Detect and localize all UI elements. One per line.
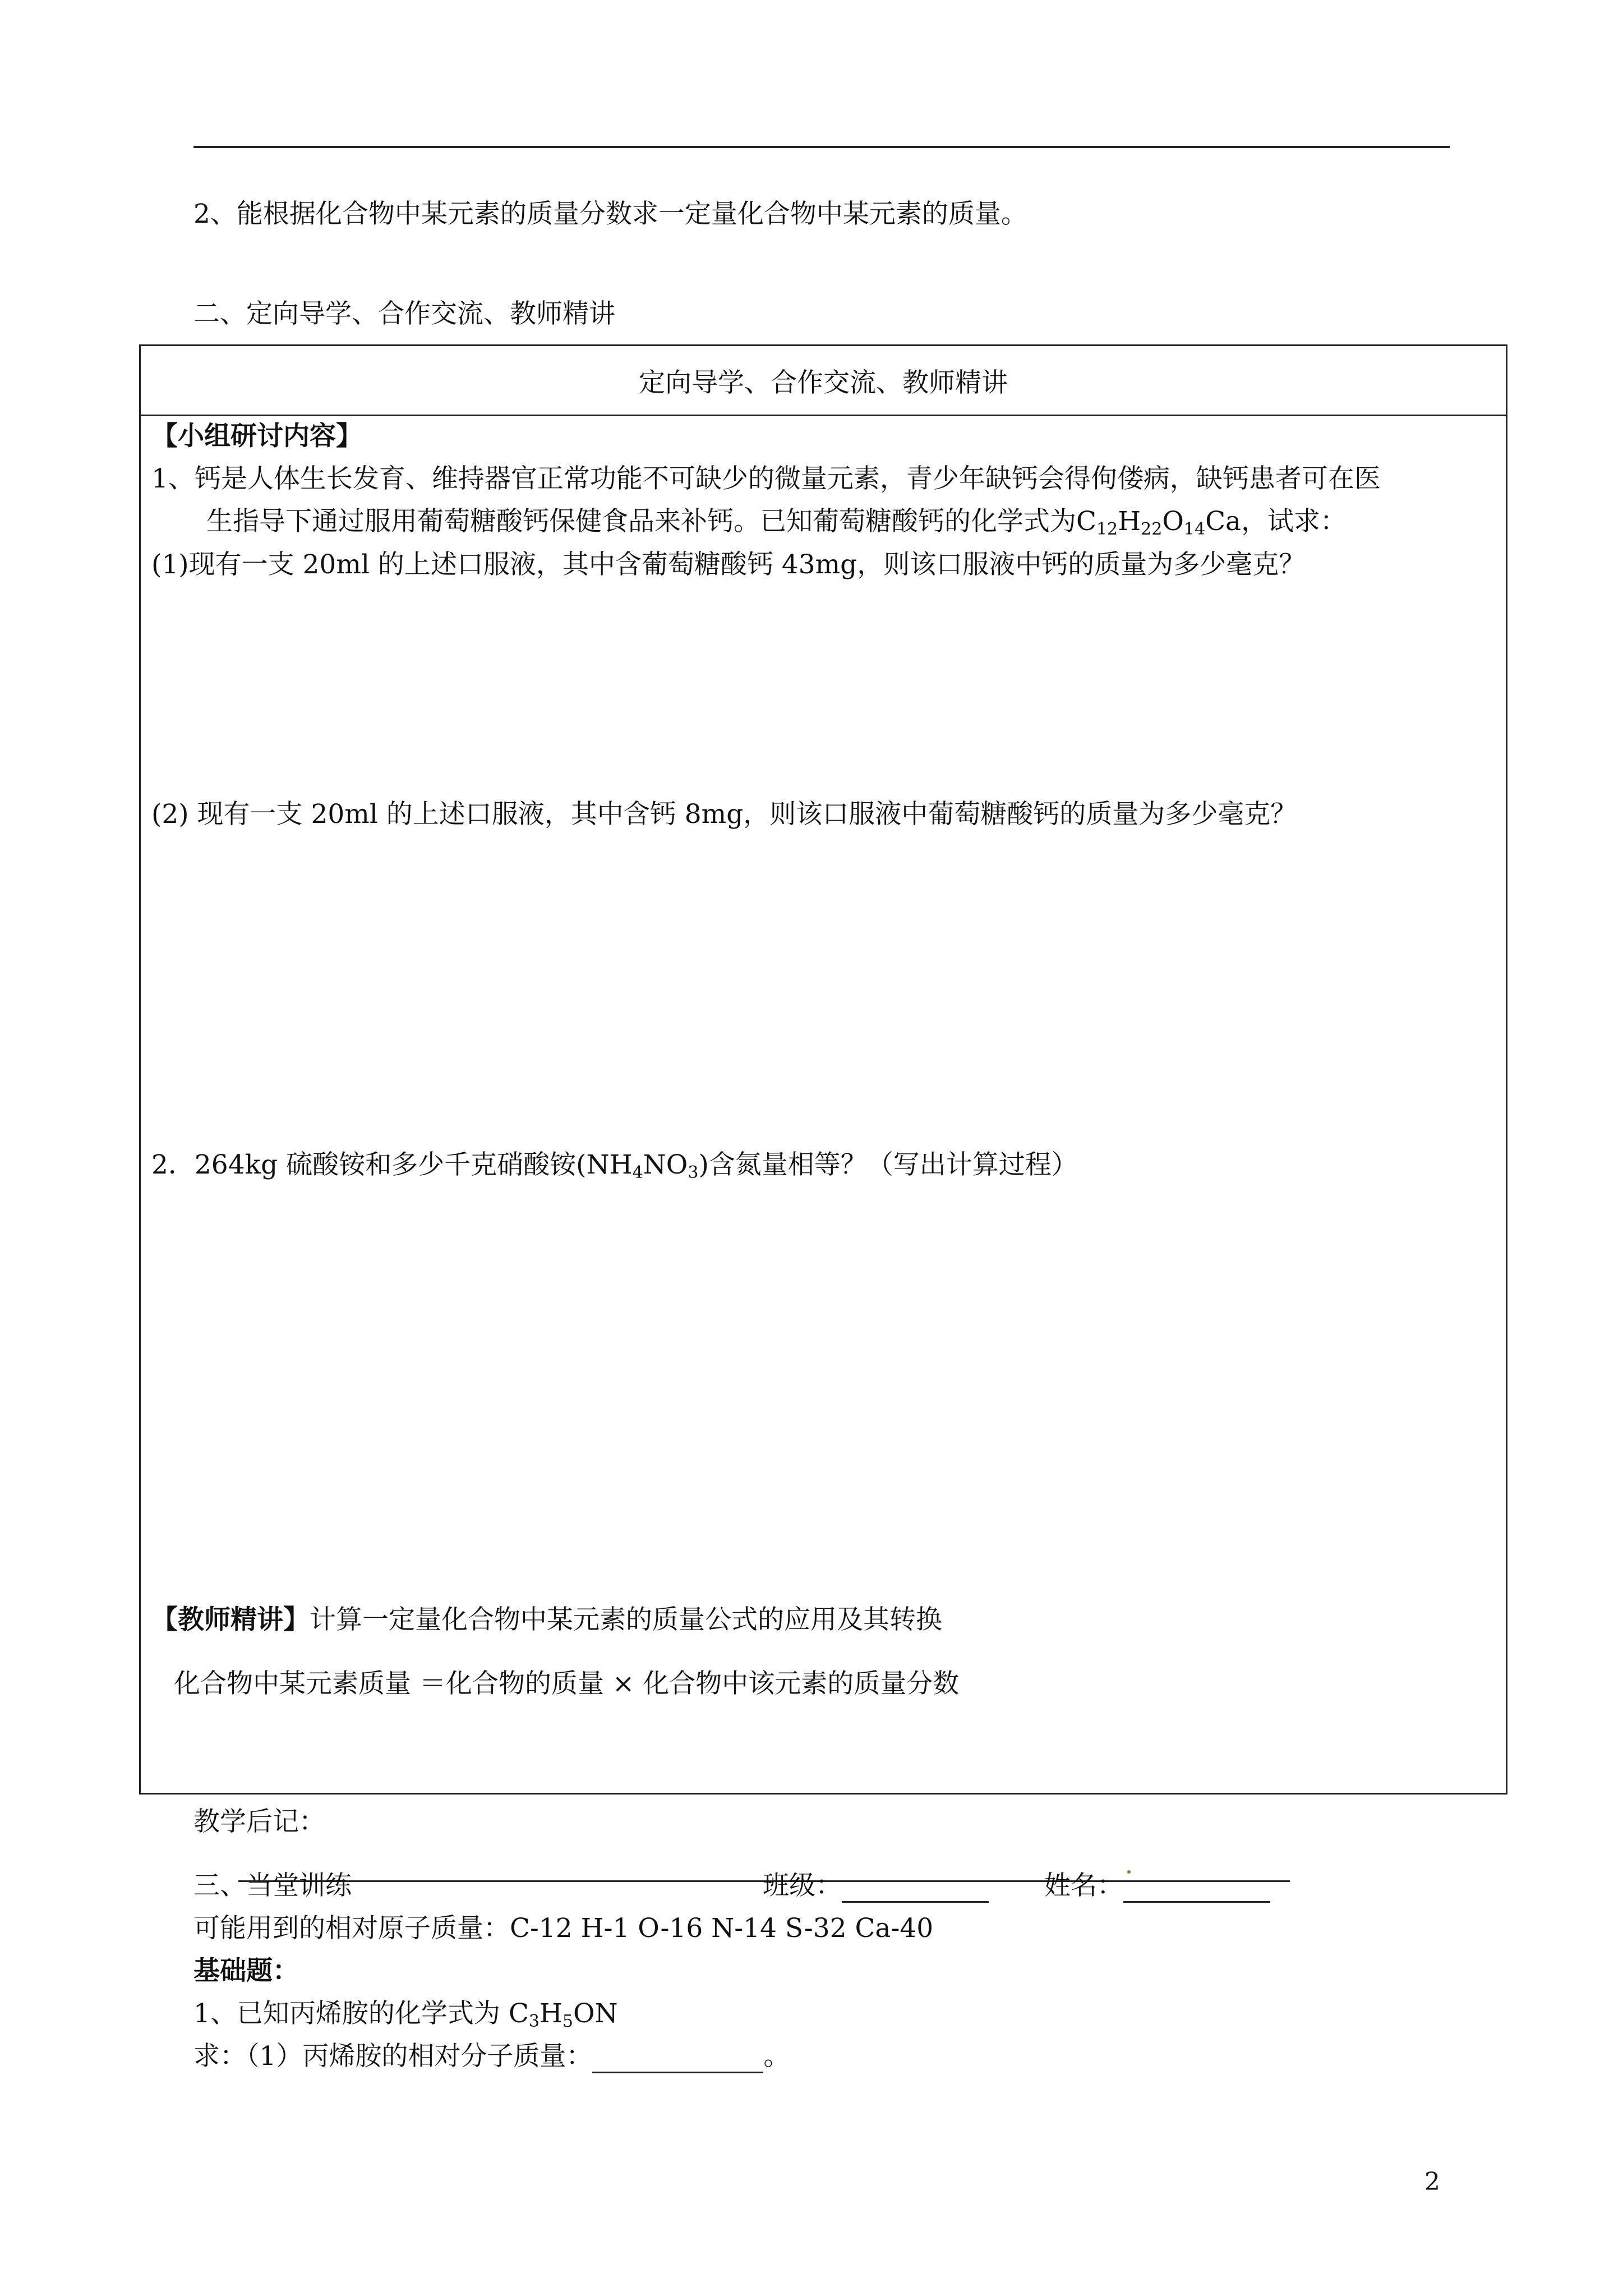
mass-formula: 化合物中某元素质量 ＝化合物的质量 × 化合物中该元素的质量分数: [174, 1668, 960, 1699]
basic-questions-title: 基础题：: [193, 1955, 299, 1986]
molecular-mass-blank[interactable]: [592, 2047, 763, 2073]
question-1-line-2-end: ，试求：: [1241, 506, 1347, 537]
section-3-heading: 三、当堂训练: [193, 1870, 352, 1901]
group-discussion-title: 【小组研讨内容】: [151, 421, 362, 452]
question-1-line-1: 1、钙是人体生长发育、维持器官正常功能不可缺少的微量元素，青少年缺钙会得佝偻病，缺钙患者可在医: [151, 463, 1381, 494]
name-field: [1044, 1869, 1270, 1903]
header-rule: [193, 146, 1450, 148]
teacher-explanation-title: 【教师精讲】: [151, 1604, 310, 1635]
exercise-1-ask-text: 求：（1）丙烯胺的相对分子质量：: [193, 2041, 593, 2072]
question-2: 2．264kg 硫酸铵和多少千克硝酸铵$(NH_4NO_3)$含氮量相等？（写出计算过程）: [151, 1149, 1078, 1182]
question-1-line-2-text: 生指导下通过服用葡萄糖酸钙保健食品来补钙。已知葡萄糖酸钙的化学式为: [206, 506, 1076, 537]
exercise-1-ask-end: 。: [763, 2041, 790, 2072]
name-blank[interactable]: [1123, 1876, 1270, 1903]
table-header: 定向导学、合作交流、教师精讲: [141, 346, 1506, 416]
question-1-line-2: [206, 505, 1347, 539]
exercise-1: 1、已知丙烯胺的化学式为 $C_3H_5ON$: [193, 1998, 618, 2031]
relative-atomic-masses: 可能用到的相对原子质量：C-12 H-1 O-16 N-14 S-32 Ca-40: [193, 1913, 934, 1944]
calcium-gluconate-formula: $C_{12}H_{22}O_{14}Ca$: [1076, 506, 1242, 539]
class-blank[interactable]: [842, 1876, 989, 1903]
question-1-part-1: (1)现有一支 20ml 的上述口服液，其中含葡萄糖酸钙 43mg，则该口服液中钙的质量为多少毫克？: [151, 549, 1306, 580]
question-1-part-2: (2) 现有一支 20ml 的上述口服液，其中含钙 8mg，则该口服液中葡萄糖酸钙的质量为多少毫克？: [151, 799, 1297, 830]
page-number: 2: [1424, 2168, 1440, 2196]
class-field: [763, 1869, 989, 1903]
section-2-heading: 二、定向导学、合作交流、教师精讲: [193, 298, 615, 329]
name-label: 姓名：: [1044, 1870, 1123, 1901]
teaching-postscript-label: 教学后记：: [193, 1806, 325, 1837]
exercise-1-ask: [193, 2040, 790, 2073]
objective-item-2: 2、能根据化合物中某元素的质量分数求一定量化合物中某元素的质量。: [193, 199, 1027, 229]
class-label: 班级：: [763, 1870, 842, 1901]
teacher-explanation: [151, 1603, 942, 1637]
teacher-explanation-text: 计算一定量化合物中某元素的质量公式的应用及其转换: [310, 1604, 942, 1635]
